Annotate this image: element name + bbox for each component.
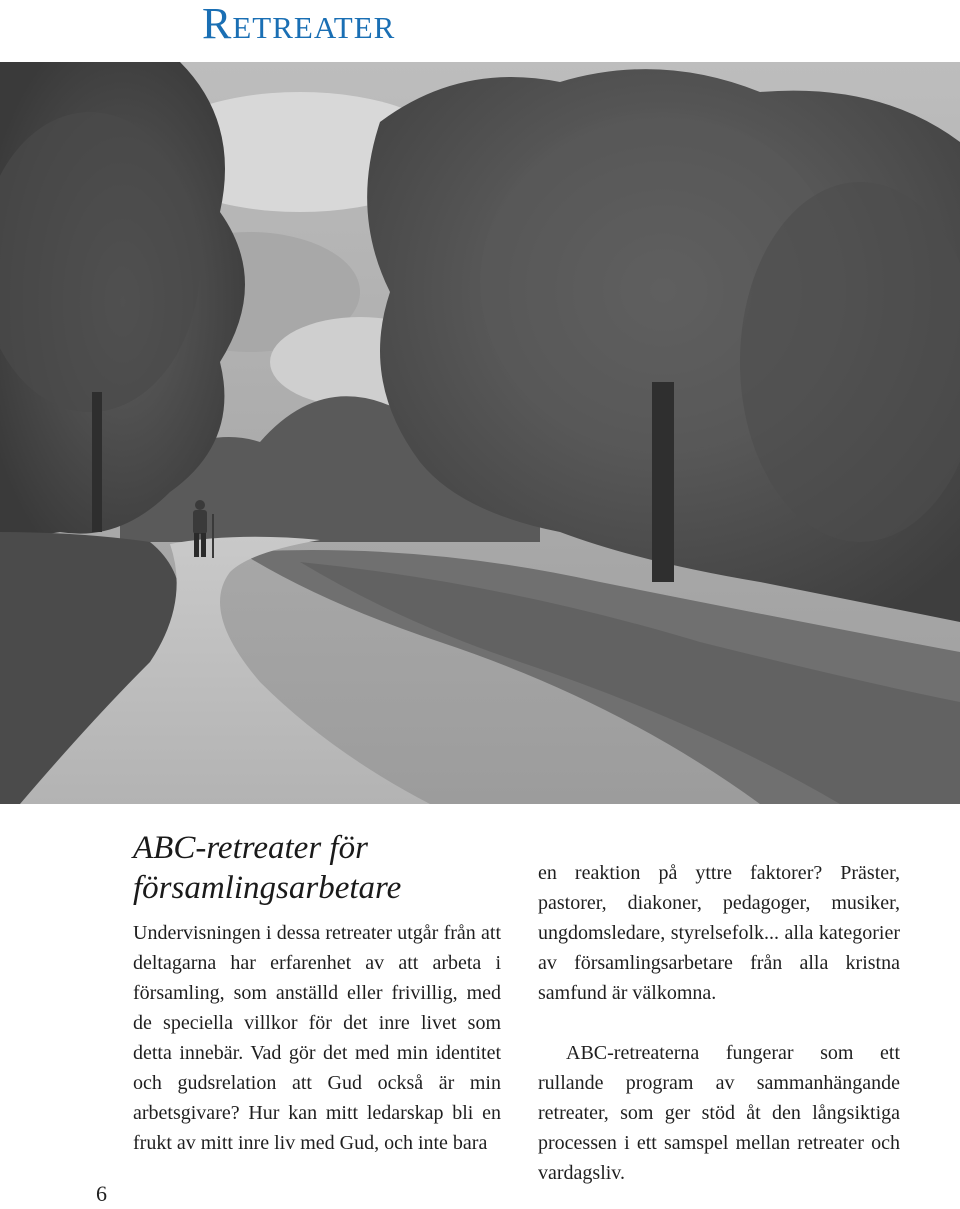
article-heading-line2: församlingsarbetare — [133, 870, 402, 906]
left-paragraph: Undervisningen i dessa retreater utgår från att deltagarna har erfarenhet av att arbeta i församling, som anställd eller frivillig, med de speciella villkor för det inre livet som detta innebär. Vad gör det med min identitet och gudsrelation att Gud också är min arbetsgivare? Hur kan mitt ledarskap bli en frukt av mitt inre liv med Gud, och inte bara — [133, 922, 501, 1154]
right-column — [538, 858, 900, 1188]
photo-forest-path — [0, 62, 960, 804]
right-paragraph-2: ABC-retreaterna fungerar som ett rullande program av sammanhängande retreater, som ger stöd åt den långsiktiga processen i ett samspel mellan retreater och vardagsliv. — [538, 1042, 900, 1184]
left-column — [133, 918, 501, 1158]
page-number: 6 — [96, 1181, 107, 1206]
photo-illustration — [0, 62, 960, 804]
article-heading-line1: ABC-retreater för — [133, 830, 368, 866]
page-header-title: Retreater — [202, 0, 396, 48]
article-heading — [133, 828, 523, 908]
right-paragraph-1: en reaktion på yttre faktorer? Präster, pastorer, diakoner, pedagoger, musiker, ungdomsledare, styrelsefolk... alla kategorier av församlingsarbetare från alla kristna samfund är välkomna. — [538, 862, 900, 1004]
